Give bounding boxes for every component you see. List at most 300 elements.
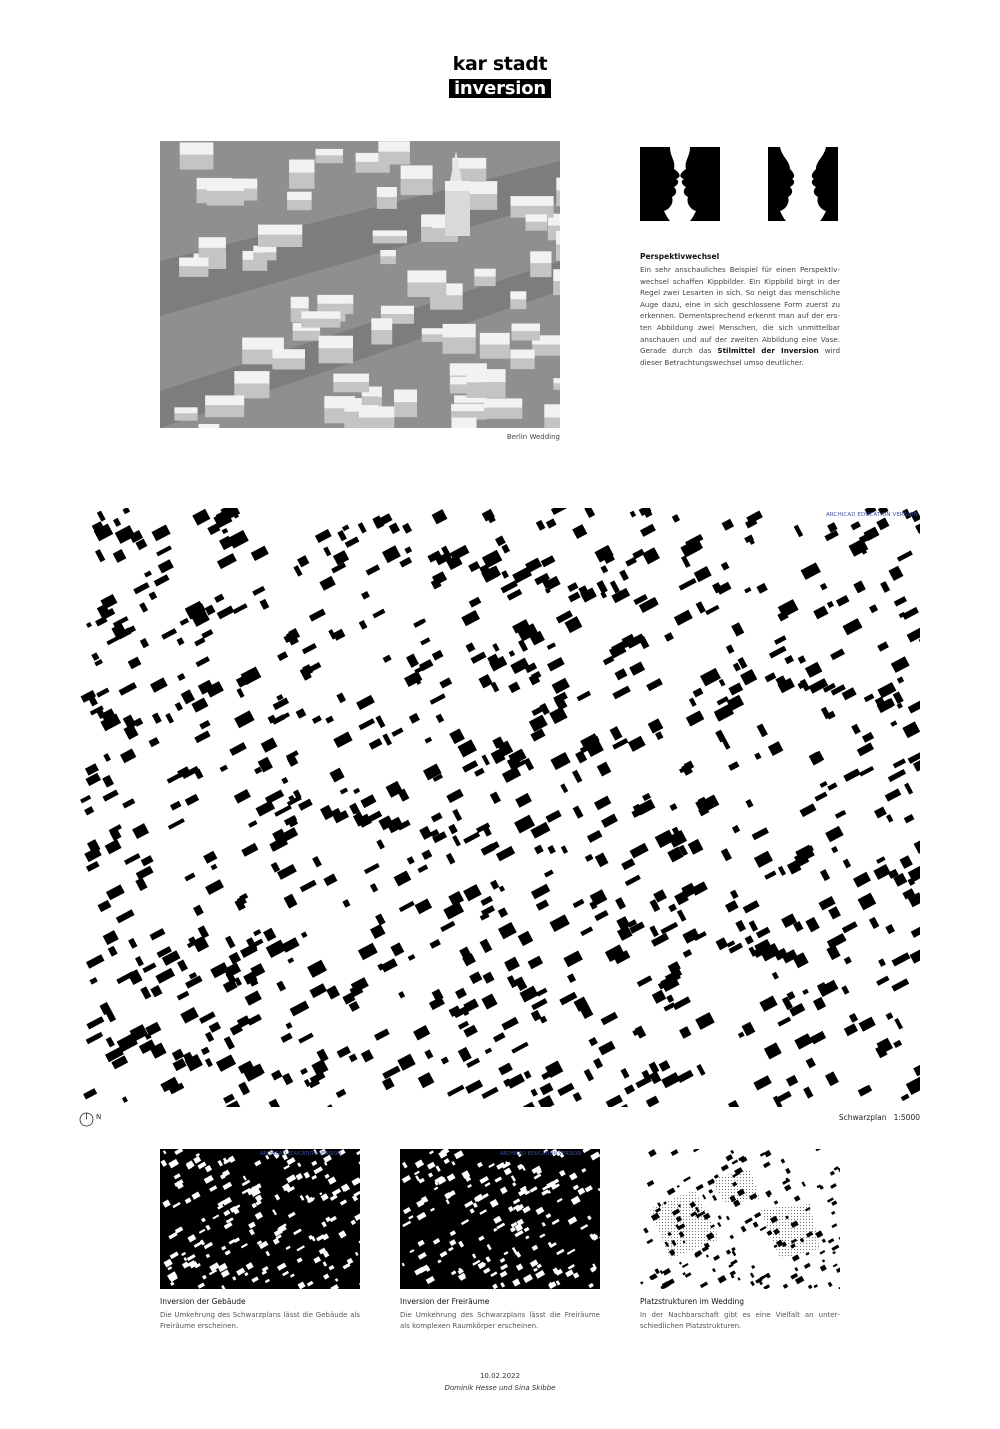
building-block — [544, 870, 554, 878]
building-block — [498, 907, 508, 917]
building-block — [399, 557, 412, 568]
building-block — [885, 924, 895, 934]
building-block — [534, 845, 544, 855]
building-block — [229, 742, 247, 756]
perspektiv-body-bold: Stilmittel der Inversion — [717, 346, 819, 356]
building-block — [106, 884, 125, 900]
building-block — [749, 920, 759, 931]
panel-2-note: ARCHICAD EDUCATION VERSION — [500, 1151, 582, 1157]
building-block — [375, 715, 385, 728]
building-block — [655, 731, 663, 740]
building-block — [222, 528, 228, 534]
perspektiv-body-text-1: Ein sehr anschauliches Beispiel für einen Perspektivwechsel schaffen Kippbilder. Ein Kippbild birgt in der Regel zwei Lesarten in sich. So neigt das menschliche Auge dazu, eine in sich geschlossene Form zuerst zu erkennen. Dementsprechend erkennt man auf der ersten Abbildung zwei Menschen, die sich unmittelbar anschauen und auf der zweiten Abbildung eine Vase. Gerade durch das — [640, 265, 840, 356]
building-roof — [258, 225, 302, 235]
building-block — [886, 1012, 894, 1020]
building-block — [536, 520, 546, 531]
building-block — [128, 657, 142, 670]
building-facade — [466, 382, 505, 398]
building-facade — [289, 173, 314, 189]
building-block — [531, 998, 547, 1010]
building-roof — [544, 404, 560, 417]
building-block — [180, 618, 190, 626]
building-block — [827, 601, 834, 608]
building-block — [803, 1086, 813, 1098]
building-block — [430, 693, 446, 704]
vase-illusion-icon — [768, 147, 838, 221]
building-block — [199, 720, 210, 730]
building-block — [315, 529, 332, 543]
building-block — [515, 976, 528, 991]
building-block — [284, 894, 298, 909]
building-block — [573, 806, 584, 819]
building-block — [217, 605, 235, 619]
building-block — [893, 691, 904, 704]
building-block — [891, 656, 910, 673]
building-block — [857, 742, 874, 756]
building-block — [507, 589, 522, 601]
building-facade — [243, 260, 268, 271]
building-block — [664, 1002, 676, 1011]
building-block — [466, 642, 476, 652]
building-block — [469, 597, 482, 608]
building-block — [730, 890, 739, 899]
building-block — [693, 688, 704, 698]
building-block — [356, 695, 375, 710]
building-block — [615, 897, 626, 910]
building-block — [660, 922, 678, 935]
building-block — [722, 519, 734, 531]
building-block — [439, 677, 452, 688]
building-facade — [258, 235, 302, 247]
building-block — [510, 658, 529, 674]
building-block — [102, 775, 114, 788]
building-block — [897, 550, 913, 561]
building-block — [890, 720, 897, 726]
building-block — [91, 652, 99, 661]
building-block — [498, 922, 517, 939]
building-block — [728, 682, 743, 695]
building-block — [869, 604, 878, 613]
building-block — [874, 807, 887, 819]
building-block — [670, 803, 678, 811]
building-block — [300, 1068, 308, 1075]
building-block — [550, 914, 570, 932]
building-roof — [289, 160, 314, 173]
building-facade — [553, 281, 560, 295]
building-block — [431, 812, 443, 822]
building-block — [361, 591, 370, 600]
building-roof — [380, 250, 396, 256]
building-facade — [293, 331, 320, 341]
building-block — [756, 583, 767, 594]
building-block — [122, 798, 135, 808]
building-block — [463, 884, 482, 901]
building-facade — [480, 345, 510, 359]
building-facade — [301, 319, 340, 328]
building-block — [389, 523, 400, 535]
building-block — [740, 669, 757, 686]
building-block — [154, 574, 170, 586]
building-block — [897, 676, 904, 683]
building-block — [458, 739, 477, 757]
building-block — [630, 843, 649, 859]
building-block — [528, 956, 544, 970]
building-block — [696, 601, 706, 613]
building-block — [247, 1014, 262, 1026]
building-block — [572, 524, 587, 539]
building-facade — [180, 155, 214, 170]
building-block — [801, 562, 821, 580]
building-block — [501, 570, 509, 578]
building-block — [869, 917, 879, 929]
building-facade — [373, 236, 407, 243]
building-roof — [556, 178, 560, 191]
panel-2-title: Inversion der Freiräume — [400, 1297, 490, 1306]
building-block — [482, 754, 491, 765]
building-block — [894, 596, 907, 607]
building-roof — [443, 324, 476, 338]
building-roof — [512, 324, 541, 332]
building-block — [448, 824, 458, 834]
building-block — [447, 1085, 465, 1097]
building-block — [97, 511, 106, 522]
building-roof — [452, 418, 477, 428]
building-block — [156, 545, 172, 556]
building-block — [596, 580, 607, 594]
building-roof — [553, 378, 560, 383]
building-block — [492, 643, 499, 652]
building-block — [194, 731, 210, 744]
building-block — [648, 718, 664, 733]
building-block — [745, 935, 754, 944]
building-block — [281, 1033, 293, 1043]
building-block — [836, 595, 850, 607]
building-block — [193, 905, 204, 917]
building-block — [175, 702, 183, 711]
building-block — [452, 835, 461, 846]
building-block — [103, 930, 119, 945]
perspektiv-body — [640, 264, 840, 368]
building-block — [859, 766, 874, 777]
building-block — [661, 1072, 680, 1088]
building-block — [911, 925, 920, 938]
building-facade — [362, 396, 379, 405]
building-block — [119, 682, 137, 696]
building-roof — [451, 404, 487, 411]
building-block — [312, 715, 322, 724]
building-block — [177, 959, 188, 971]
building-block — [301, 931, 308, 938]
building-block — [786, 1075, 798, 1087]
building-block — [820, 781, 828, 788]
building-block — [914, 839, 920, 854]
building-block — [441, 1057, 449, 1065]
building-block — [877, 641, 889, 651]
building-block — [496, 846, 515, 861]
building-block — [201, 629, 213, 639]
building-block — [820, 583, 828, 591]
building-block — [862, 732, 874, 743]
building-block — [211, 864, 218, 871]
building-block — [149, 737, 160, 747]
building-block — [721, 562, 730, 571]
building-block — [140, 638, 149, 648]
building-block — [436, 714, 445, 723]
building-block — [135, 956, 144, 966]
building-facade — [401, 179, 433, 195]
building-block — [234, 789, 251, 804]
building-block — [754, 851, 773, 868]
building-block — [261, 737, 278, 752]
aerial-render — [160, 141, 560, 428]
building-roof — [316, 149, 344, 156]
building-block — [825, 826, 844, 842]
building-block — [266, 940, 287, 958]
building-block — [757, 723, 768, 737]
building-block — [511, 1042, 528, 1054]
building-roof — [174, 407, 197, 413]
building-block — [584, 1069, 594, 1082]
building-block — [575, 750, 587, 763]
building-block — [777, 1017, 791, 1027]
building-facade — [272, 358, 305, 369]
building-block — [813, 997, 826, 1011]
building-block — [637, 975, 653, 987]
panel-2-body: Die Umkehrung des Schwarzplans lässt die Freiräume als komplexen Raumkörper erscheinen. — [400, 1311, 600, 1330]
building-block — [864, 693, 875, 702]
building-block — [113, 549, 127, 563]
building-block — [430, 939, 441, 949]
building-block — [150, 928, 166, 940]
building-block — [893, 1040, 902, 1048]
building-block — [902, 721, 920, 738]
building-block — [843, 859, 851, 869]
building-block — [568, 592, 581, 603]
building-block — [84, 806, 94, 815]
building-block — [853, 872, 871, 888]
building-block — [120, 749, 136, 764]
building-roof — [301, 311, 340, 318]
building-block — [825, 1071, 839, 1086]
building-block — [452, 809, 462, 821]
building-block — [902, 607, 919, 620]
building-block — [696, 1064, 705, 1076]
building-block — [177, 991, 190, 1001]
building-block — [612, 738, 628, 750]
building-block — [594, 910, 608, 921]
building-block — [700, 668, 721, 687]
building-block — [726, 644, 735, 653]
building-block — [327, 1104, 333, 1107]
building-block — [404, 671, 422, 687]
building-block — [481, 1087, 498, 1099]
building-facade — [526, 222, 548, 231]
building-block — [769, 646, 787, 659]
building-block — [86, 1016, 104, 1029]
building-facade — [333, 382, 369, 392]
building-block — [449, 728, 465, 744]
building-block — [530, 728, 545, 741]
building-block — [168, 818, 185, 830]
building-block — [849, 1013, 858, 1023]
building-roof — [480, 333, 510, 345]
building-roof — [401, 165, 433, 179]
building-block — [876, 856, 885, 864]
building-block — [203, 851, 217, 864]
building-facade — [378, 152, 410, 165]
building-block — [567, 973, 576, 983]
building-block — [375, 913, 386, 925]
building-block — [409, 713, 420, 724]
building-block — [480, 896, 493, 906]
building-block — [567, 582, 578, 592]
building-block — [271, 862, 280, 873]
building-facade — [474, 277, 495, 287]
building-block — [765, 672, 777, 682]
building-block — [364, 863, 380, 874]
building-block — [116, 909, 135, 923]
building-block — [382, 1077, 395, 1090]
title-line-2: inversion — [449, 79, 551, 98]
building-block — [910, 947, 920, 964]
building-roof — [291, 297, 309, 309]
building-block — [886, 814, 893, 823]
building-roof — [179, 258, 208, 267]
building-block — [297, 555, 309, 567]
building-roof — [205, 395, 244, 405]
building-block — [349, 1001, 360, 1012]
building-block — [844, 956, 852, 964]
building-block — [546, 810, 562, 823]
building-block — [499, 886, 505, 892]
building-block — [827, 782, 837, 790]
building-block — [180, 1007, 199, 1024]
panel-map-inversion-freiraeume — [400, 1149, 600, 1289]
building-block — [256, 800, 276, 816]
building-roof — [317, 295, 353, 304]
building-block — [402, 523, 412, 534]
building-block — [184, 873, 195, 882]
building-block — [794, 1033, 812, 1049]
building-block — [90, 977, 98, 985]
building-block — [490, 880, 499, 890]
building-block — [649, 925, 659, 937]
building-block — [333, 629, 346, 641]
building-block — [245, 990, 262, 1005]
building-block — [601, 1012, 618, 1025]
building-block — [383, 655, 392, 663]
building-block — [743, 900, 760, 913]
panel-1-body: Die Umkehrung des Schwarzplans lässt die Gebäude als Freiräume erscheinen. — [160, 1311, 360, 1330]
building-block — [844, 1023, 858, 1036]
building-block — [141, 855, 154, 866]
building-block — [287, 957, 294, 963]
building-facade — [319, 348, 353, 363]
building-block — [597, 762, 611, 777]
building-block — [529, 715, 548, 732]
building-block — [843, 768, 860, 781]
building-block — [214, 594, 224, 603]
building-block — [106, 1037, 115, 1048]
title-line-2-wrap — [0, 79, 1000, 98]
building-roof — [466, 369, 505, 382]
building-block — [251, 546, 269, 561]
building-block — [382, 733, 392, 745]
building-block — [689, 698, 697, 707]
building-block — [86, 773, 101, 786]
building-roof — [394, 390, 417, 403]
building-block — [446, 789, 463, 803]
building-block — [668, 904, 677, 913]
building-block — [286, 1022, 293, 1029]
building-block — [461, 610, 480, 626]
building-block — [508, 682, 520, 694]
building-block — [830, 649, 845, 661]
building-block — [677, 1070, 694, 1083]
building-block — [738, 1032, 745, 1038]
building-facade — [407, 283, 446, 298]
building-block — [193, 936, 209, 952]
building-block — [666, 994, 674, 1002]
building-facade — [553, 383, 560, 389]
building-block — [440, 921, 455, 932]
building-block — [813, 606, 828, 620]
building-block — [805, 662, 823, 678]
building-block — [413, 1025, 430, 1040]
building-block — [904, 814, 915, 823]
building-block — [320, 805, 334, 820]
building-block — [876, 976, 889, 986]
building-block — [673, 996, 691, 1010]
building-facade — [316, 155, 344, 163]
building-facade — [484, 408, 522, 419]
building-block — [479, 674, 493, 688]
building-block — [382, 1066, 400, 1080]
building-block — [309, 983, 327, 998]
building-block — [359, 620, 368, 630]
building-block — [96, 688, 109, 698]
building-block — [664, 632, 674, 642]
building-block — [86, 622, 92, 628]
building-block — [878, 958, 886, 966]
building-block — [260, 599, 270, 610]
building-block — [415, 898, 433, 914]
building-block — [524, 1070, 532, 1079]
building-block — [353, 788, 360, 794]
building-block — [150, 677, 168, 692]
building-block — [358, 943, 378, 961]
building-block — [432, 509, 448, 524]
building-block — [784, 655, 794, 664]
building-block — [241, 843, 258, 857]
north-arrow-icon — [79, 1112, 94, 1127]
panel-1-note: ARCHICAD EDUCATION VERSION — [260, 1151, 342, 1157]
building-block — [523, 1102, 537, 1107]
building-block — [342, 525, 349, 532]
building-block — [142, 962, 156, 973]
building-block — [366, 564, 381, 575]
building-block — [276, 981, 286, 992]
building-block — [108, 946, 118, 957]
building-block — [907, 628, 920, 643]
building-block — [629, 661, 645, 675]
panel-map-inversion-gebaeude — [160, 1149, 360, 1289]
building-block — [333, 732, 352, 748]
building-facade — [174, 413, 197, 420]
building-block — [603, 656, 615, 666]
building-block — [337, 530, 347, 541]
building-block — [831, 846, 838, 853]
